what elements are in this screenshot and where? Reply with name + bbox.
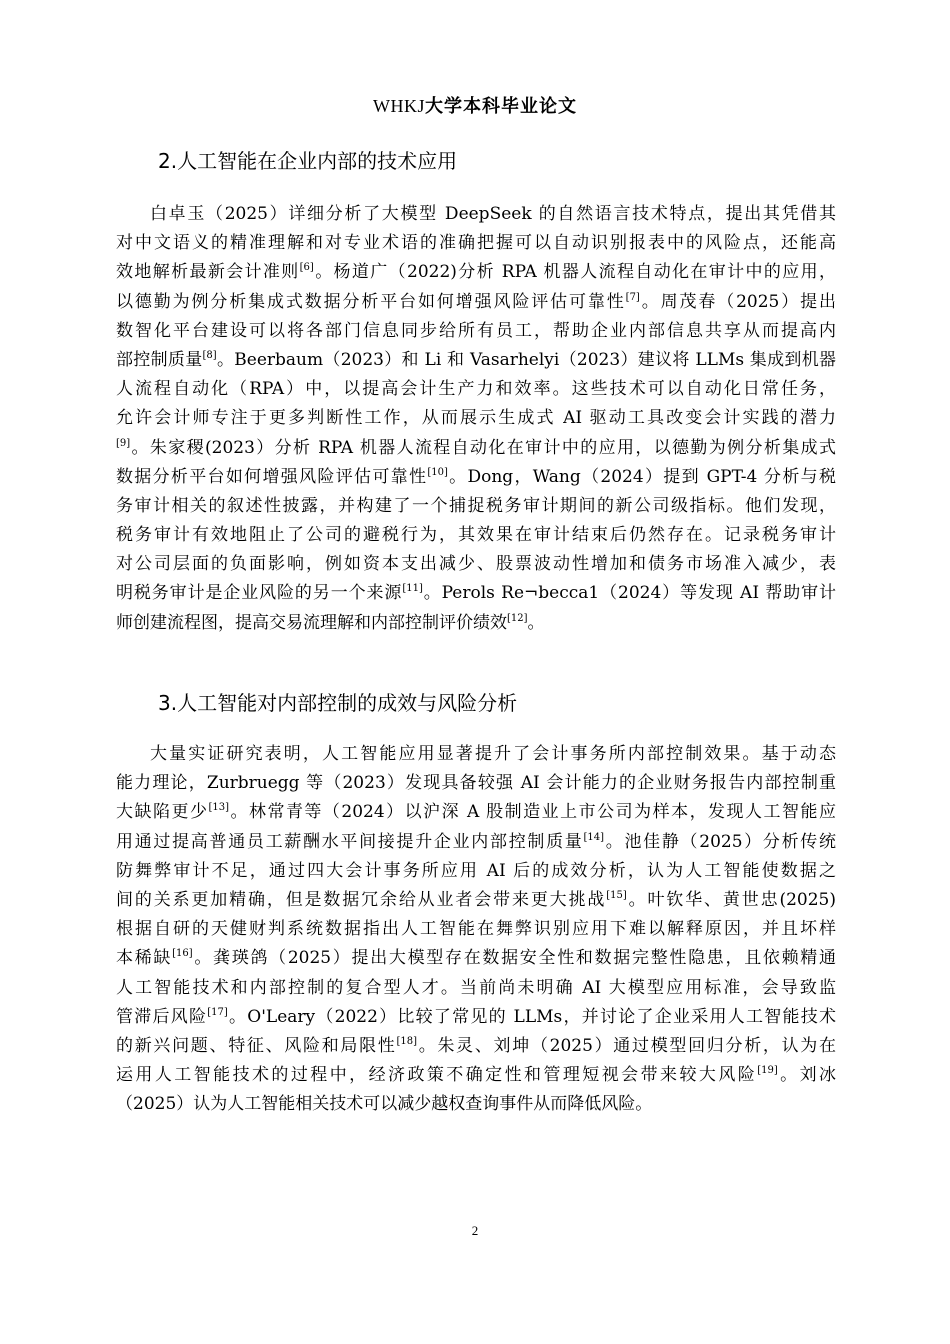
line-text: 数据分析平台如何增强风险评估可靠性: [116, 466, 428, 487]
citation-ref: [10]: [427, 466, 448, 478]
paragraph-line: [116, 579, 836, 608]
line-text: 数智化平台建设可以将各部门信息同步给所有员工，帮助企业内部信息共享从而提高内: [116, 320, 836, 341]
paragraph-line: [116, 886, 836, 915]
line-text: 允许会计师专注于更多判断性工作，从而展示生成式 AI 驱动工具改变会计实践的潜力: [116, 408, 836, 429]
citation-ref: [18]: [396, 1035, 418, 1047]
citation-ref: [16]: [172, 948, 193, 960]
line-text: 明税务审计是企业风险的另一个来源: [116, 583, 403, 604]
line-text: 对公司层面的负面影响，例如资本支出减少、股票波动性增加和债务市场准入减少，表: [116, 554, 836, 575]
paragraph-line: [116, 857, 836, 886]
paragraph-line: [116, 404, 836, 433]
paragraph-line: [116, 550, 836, 579]
line-text: 本稀缺: [116, 948, 173, 969]
citation-ref: [15]: [606, 889, 627, 901]
paragraph-line: [116, 434, 836, 463]
paragraph-line: [116, 1003, 836, 1032]
paragraph-line: [116, 1061, 836, 1090]
citation-ref: [12]: [507, 612, 528, 624]
line-text-tail: 。朱灵、刘坤（2025）通过模型回归分析，认为在: [417, 1035, 836, 1056]
section-2-paragraph: [116, 200, 836, 638]
line-text-tail: 。Beerbaum（2023）和 Li 和 Vasarhelyi（2023）建议将 LLMs 集成到机器: [216, 349, 836, 370]
section-2-title: 2.人工智能在企业内部的技术应用: [158, 149, 458, 173]
line-text-tail: 。池佳静（2025）分析传统: [604, 831, 836, 852]
paragraph-line: [116, 828, 836, 857]
paragraph-line: [116, 798, 836, 827]
citation-ref: [9]: [116, 437, 131, 449]
line-text: 运用人工智能技术的过程中，经济政策不确定性和管理短视会带来较大风险: [116, 1065, 758, 1086]
line-text-tail: 。Perols Re¬becca1（2024）等发现 AI 帮助审计: [422, 583, 836, 604]
line-text: 部控制质量: [116, 349, 203, 370]
paragraph-line: [116, 317, 836, 346]
line-text-tail: 。林常青等（2024）以沪深 A 股制造业上市公司为样本，发现人工智能应: [228, 802, 836, 823]
line-text: 防舞弊审计不足，通过四大会计事务所应用 AI 后的成效分析，认为人工智能使数据之: [116, 860, 836, 881]
paragraph-line: [116, 346, 836, 375]
line-text: 大量实证研究表明，人工智能应用显著提升了会计事务所内部控制效果。基于动态: [150, 744, 836, 764]
citation-ref: [6]: [299, 262, 314, 274]
line-text: 管滞后风险: [116, 1006, 208, 1027]
line-text: 间的关系更加精确，但是数据冗余给从业者会带来更大挑战: [116, 889, 607, 910]
line-text: 人流程自动化（RPA）中，以提高会计生产力和效率。这些技术可以自动化日常任务，: [116, 379, 836, 400]
paragraph-line: [116, 974, 836, 1003]
header-latin: WHKJ: [373, 96, 425, 116]
paragraph-line: [116, 492, 836, 521]
line-text: 白卓玉（2025）详细分析了大模型 DeepSeek 的自然语言技术特点，提出其凭借其: [150, 204, 836, 224]
line-text-tail: 。O'Leary（2022）比较了常见的 LLMs，并讨论了企业采用人工智能技术: [227, 1006, 836, 1027]
line-text-tail: 。朱家稷(2023）分析 RPA 机器人流程自动化在审计中的应用，以德勤为例分析集成式: [130, 437, 836, 458]
paragraph-line: [116, 288, 836, 317]
citation-ref: [13]: [208, 802, 229, 814]
paragraph-line: [116, 375, 836, 404]
paragraph-line: [116, 258, 836, 287]
line-text-tail: 。周茂春（2025）提出: [639, 291, 836, 312]
paragraph-line: [116, 1032, 836, 1061]
line-text-tail: 。: [527, 612, 545, 633]
paragraph-line: [116, 521, 836, 550]
paragraph-line: [116, 740, 836, 769]
citation-ref: [17]: [207, 1006, 228, 1018]
paragraph-line: [116, 915, 836, 944]
line-text: 的新兴问题、特征、风险和局限性: [116, 1035, 397, 1056]
paragraph-line: [116, 769, 836, 798]
line-text: 用通过提高普通员工薪酬水平间接提升企业内部控制质量: [116, 831, 584, 852]
citation-ref: [8]: [202, 349, 217, 361]
paragraph-line: [116, 463, 836, 492]
citation-ref: [19]: [757, 1065, 778, 1077]
paragraph-line: [116, 200, 836, 229]
paragraph-line: [116, 1090, 836, 1119]
line-text-tail: 。Dong，Wang（2024）提到 GPT-4 分析与税: [447, 466, 836, 487]
line-text: 税务审计有效地阻止了公司的避税行为，其效果在审计结束后仍然存在。记录税务审计: [116, 525, 836, 546]
citation-ref: [14]: [583, 831, 605, 843]
citation-ref: [11]: [402, 583, 423, 595]
section-3-paragraph: [116, 740, 836, 1119]
line-text: 大缺陷更少: [116, 802, 209, 823]
line-text-tail: 。刘冰: [777, 1065, 836, 1086]
page-header: [0, 92, 950, 120]
line-text: 人工智能技术和内部控制的复合型人才。当前尚未明确 AI 大模型应用标准，会导致监: [116, 977, 836, 998]
citation-ref: [7]: [625, 291, 640, 303]
line-text: 务审计相关的叙述性披露，并构建了一个捕捉税务审计期间的新公司级指标。他们发现，: [116, 495, 836, 516]
section-3-title: 3.人工智能对内部控制的成效与风险分析: [158, 691, 518, 715]
line-text-tail: 。杨道广（2022)分析 RPA 机器人流程自动化在审计中的应用，: [313, 262, 836, 283]
line-text: 效地解析最新会计准则: [116, 262, 300, 283]
line-text: 对中文语义的精准理解和对专业术语的准确把握可以自动识别报表中的风险点，还能高: [116, 233, 836, 254]
line-text: （2025）认为人工智能相关技术可以减少越权查询事件从而降低风险。: [116, 1094, 653, 1115]
line-text: 师创建流程图，提高交易流理解和内部控制评价绩效: [116, 612, 507, 633]
line-text-tail: 。叶钦华、黄世忠(2025): [626, 889, 836, 910]
header-title: 大学本科毕业论文: [425, 96, 577, 117]
paragraph-line: [116, 944, 836, 973]
line-text-tail: 。龚瑛鸽（2025）提出大模型存在数据安全性和数据完整性隐患，且依赖精通: [192, 948, 836, 969]
line-text: 根据自研的天健财判系统数据指出人工智能在舞弊识别应用下难以解释原因，并且坏样: [116, 919, 836, 940]
paragraph-line: [116, 609, 836, 638]
paragraph-line: [116, 229, 836, 258]
page-number: 2: [471, 1223, 479, 1238]
line-text: 以德勤为例分析集成式数据分析平台如何增强风险评估可靠性: [116, 291, 626, 312]
line-text: 能力理论，Zurbruegg 等（2023）发现具备较强 AI 会计能力的企业财务报告内部控制重: [116, 773, 836, 794]
